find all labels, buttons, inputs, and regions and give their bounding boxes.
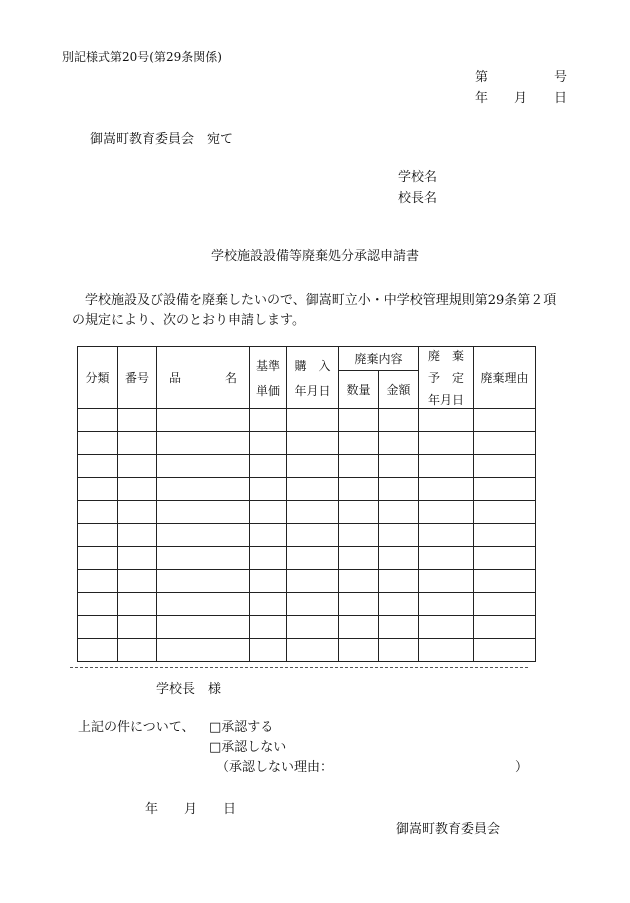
table-row: [78, 432, 536, 455]
header-planned-1: 廃 棄: [428, 349, 465, 363]
header-unit-price: [250, 347, 287, 409]
header-purchase-date: [287, 347, 339, 409]
header-disposal-group: 廃棄内容: [339, 347, 419, 371]
header-unit-price-1: 基準: [255, 358, 280, 373]
reject-reason-label: （承認しない理由：: [216, 760, 334, 775]
school-name-label: 学校名: [398, 170, 438, 185]
body-text: 学校施設及び設備を廃棄したいので、御嵩町立小・中学校管理規則第29条第２項の規定により、次のとおり申請します。: [72, 293, 557, 328]
header-planned-2: 予 定: [428, 371, 465, 385]
disposal-table: [77, 346, 536, 662]
number-suffix: 号: [554, 70, 568, 85]
table-row: [78, 639, 536, 662]
board-of-education: 御嵩町教育委員会: [396, 822, 501, 837]
header-category: 分類: [78, 347, 118, 409]
table-row: [78, 478, 536, 501]
header-reason: 廃棄理由: [474, 347, 536, 409]
table-row: [78, 501, 536, 524]
reject-reason-close: ）: [515, 760, 529, 775]
header-planned-3: 年月日: [428, 393, 465, 407]
approve-checkbox: □承認する: [209, 720, 274, 735]
addressee: 御嵩町教育委員会 宛て: [90, 132, 234, 147]
table-row: [78, 409, 536, 432]
principal-name-label: 校長名: [398, 191, 438, 206]
reply-month: 月: [184, 802, 198, 817]
header-purchase-2: 年月日: [294, 383, 331, 398]
reply-day: 日: [223, 802, 237, 817]
document-title: 学校施設設備等廃棄処分承認申請書: [210, 249, 419, 264]
form-id: 別記様式第20号(第29条関係): [62, 50, 222, 64]
table-row: [78, 570, 536, 593]
header-planned-date: [419, 347, 474, 409]
date-year: 年: [475, 91, 489, 106]
reject-checkbox: □承認しない: [209, 740, 287, 755]
reply-year: 年: [145, 802, 159, 817]
header-amount: 金額: [379, 371, 419, 409]
header-item-1: 品: [169, 371, 182, 385]
header-item: [157, 347, 250, 409]
table-row: [78, 616, 536, 639]
table-row: [78, 455, 536, 478]
table-row: [78, 524, 536, 547]
header-purchase-1: 購 入: [294, 358, 331, 373]
header-unit-price-2: 単価: [255, 383, 280, 398]
table-row: [78, 593, 536, 616]
cut-line-divider: [70, 667, 528, 668]
header-number: 番号: [118, 347, 157, 409]
number-prefix: 第: [475, 70, 489, 85]
reply-principal: 学校長 様: [156, 682, 222, 697]
date-day: 日: [554, 91, 568, 106]
header-quantity: 数量: [339, 371, 379, 409]
date-month: 月: [514, 91, 528, 106]
table-row: [78, 547, 536, 570]
reply-regarding: 上記の件について、: [78, 720, 195, 735]
header-item-2: 名: [224, 371, 237, 385]
